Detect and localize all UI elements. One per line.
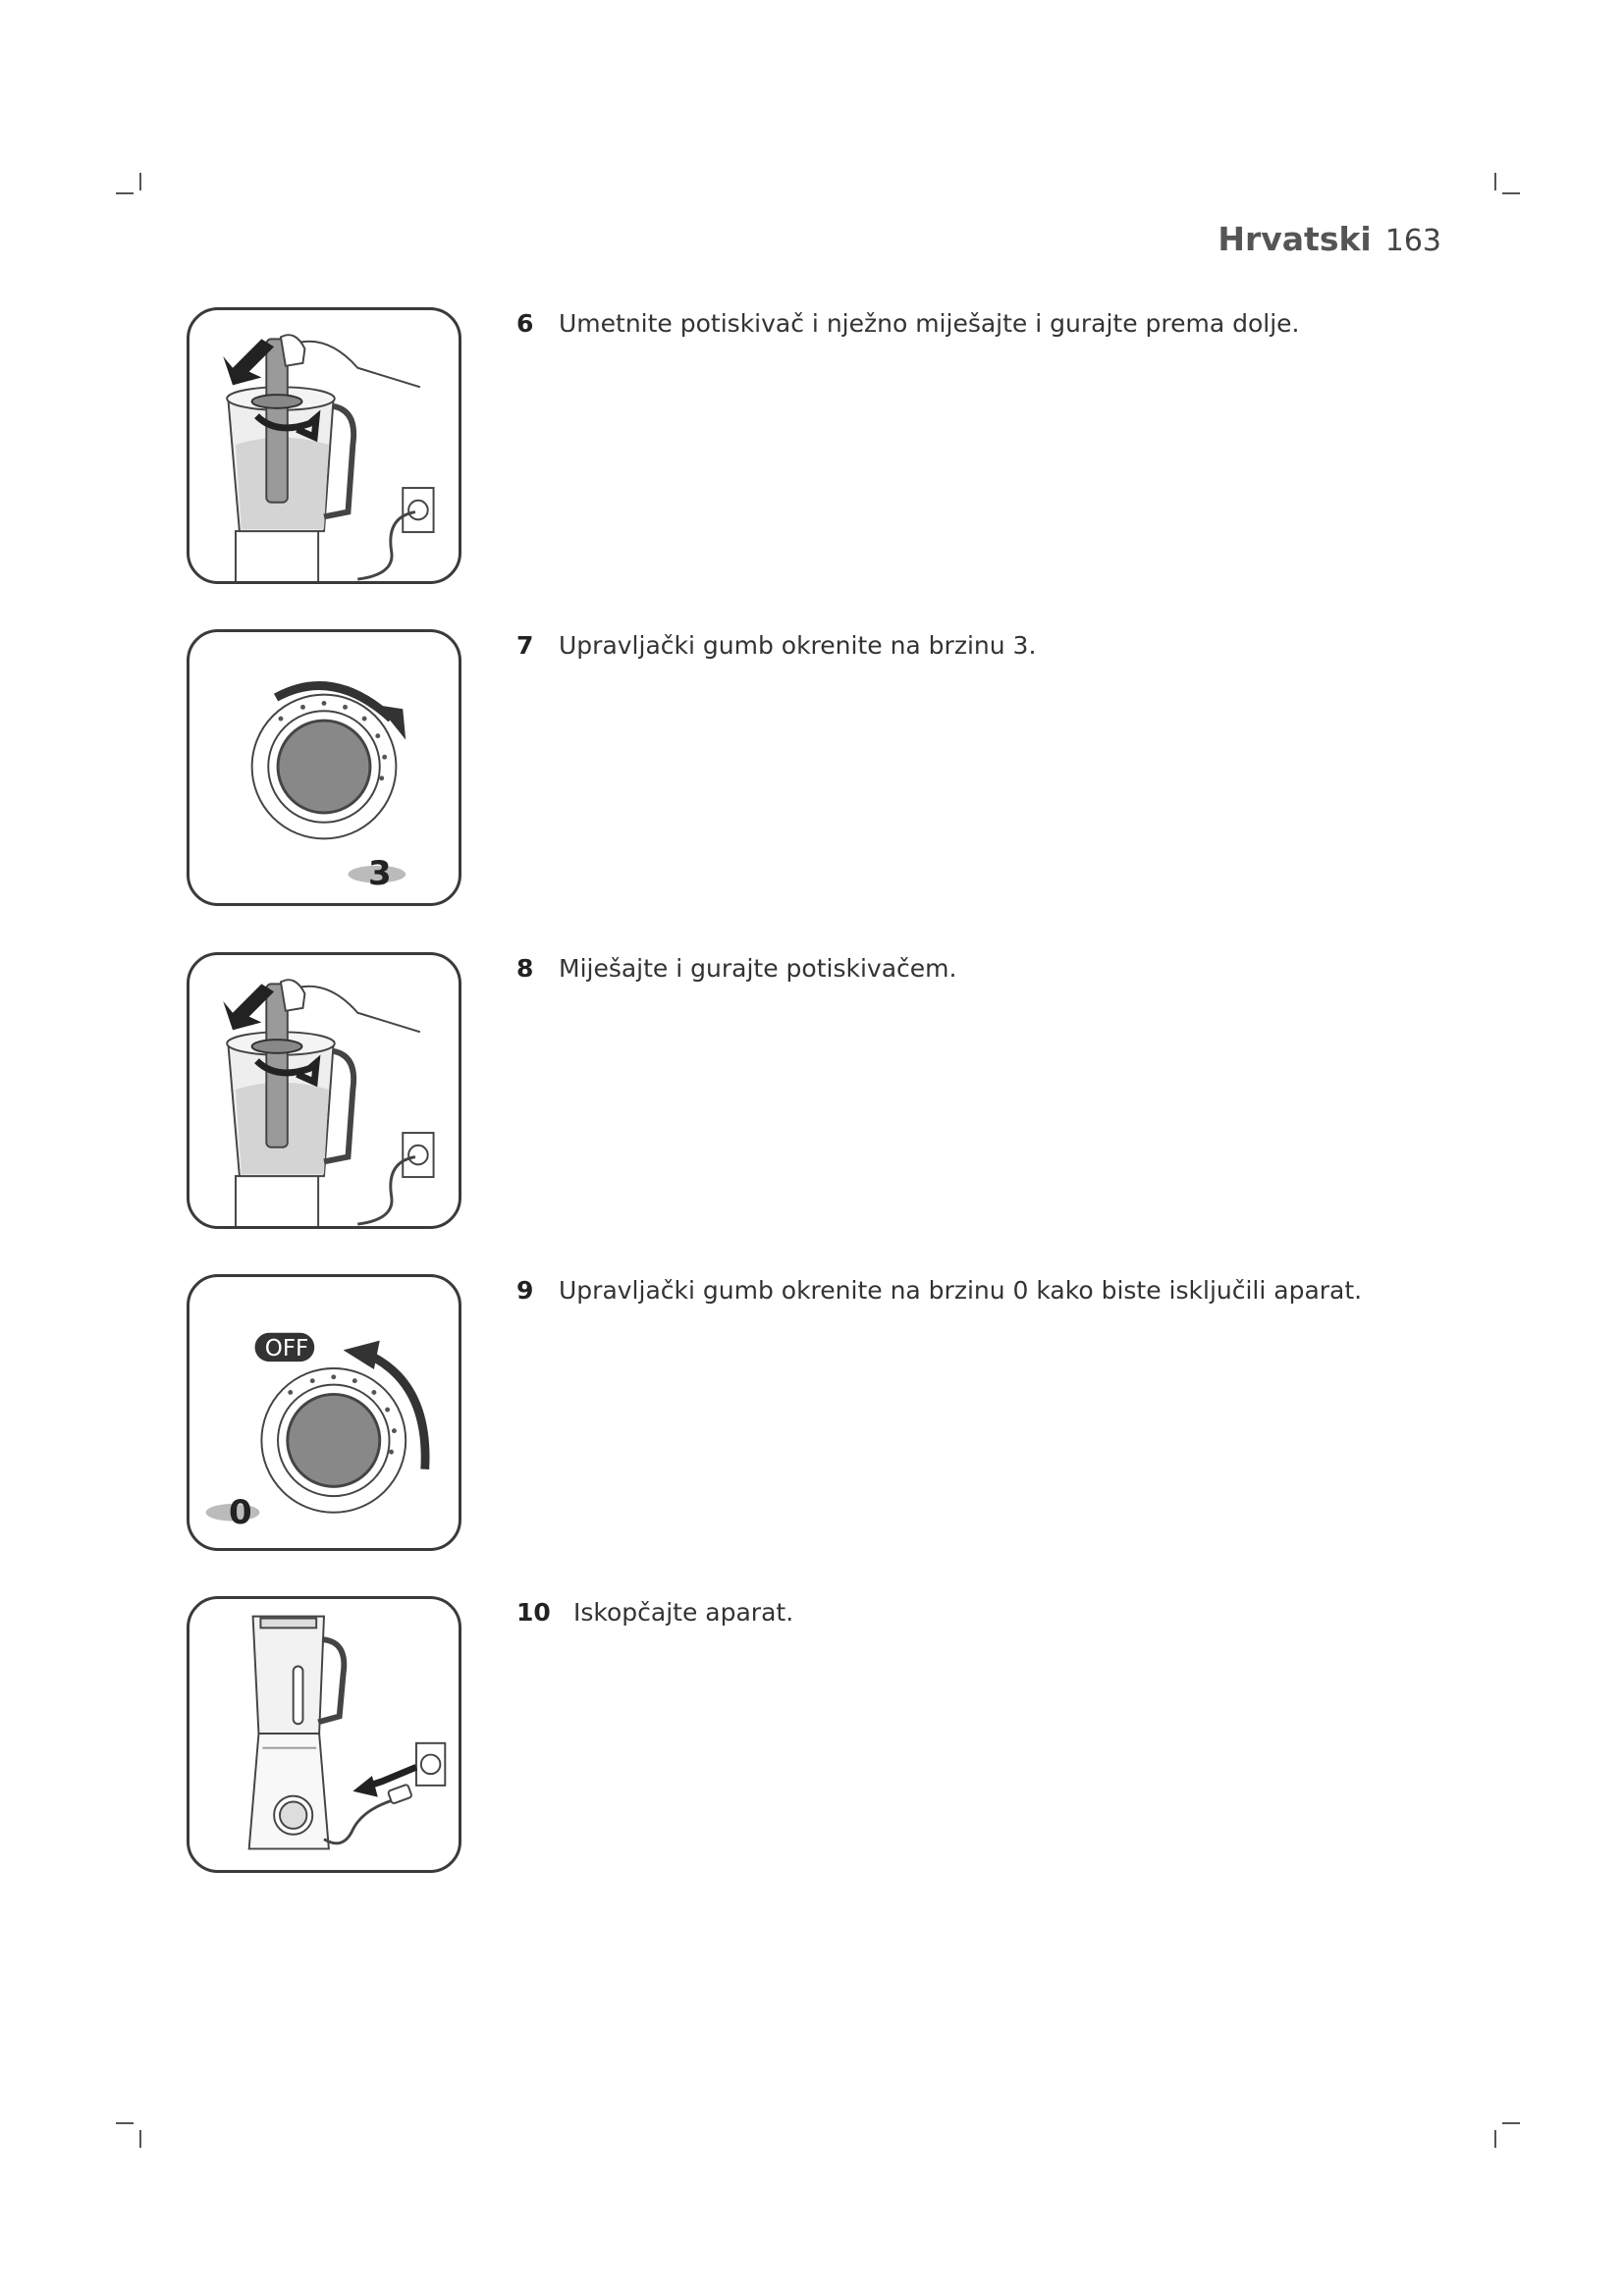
- illustration-unplug: [187, 1596, 461, 1873]
- page-number: 163: [1384, 224, 1441, 258]
- step-number: 8: [516, 954, 534, 983]
- crop-mark: [1502, 2122, 1520, 2124]
- step-instruction: Upravljački gumb okrenite na brzinu 3.: [559, 631, 1037, 660]
- step-9: [0, 1274, 1624, 1559]
- step-10: [0, 1596, 1624, 1881]
- step-number: 7: [516, 631, 534, 660]
- illustration-push-tamper: [187, 307, 461, 584]
- step-text: [516, 1598, 793, 1627]
- control-knob-icon: [189, 632, 459, 903]
- step-text: [516, 954, 956, 983]
- step-instruction: Iskopčajte aparat.: [573, 1598, 794, 1627]
- step-8: [0, 952, 1624, 1237]
- crop-mark: [1494, 2130, 1496, 2148]
- crop-mark: [1494, 173, 1496, 190]
- step-text: [516, 1276, 1362, 1305]
- language-title: Hrvatski: [1218, 220, 1372, 258]
- crop-mark: [139, 2130, 141, 2148]
- speed-badge: 3: [368, 854, 392, 893]
- crop-mark: [139, 173, 141, 190]
- step-instruction: Miješajte i gurajte potiskivačem.: [559, 954, 957, 983]
- illustration-push-tamper: [187, 952, 461, 1229]
- step-instruction: Umetnite potiskivač i nježno miješajte i gurajte prema dolje.: [559, 309, 1300, 338]
- crop-mark: [116, 192, 134, 194]
- step-7: [0, 629, 1624, 914]
- blender-unplug-icon: [189, 1599, 459, 1870]
- step-number: 6: [516, 309, 534, 338]
- step-number: 9: [516, 1276, 534, 1305]
- crop-mark: [1502, 192, 1520, 194]
- step-text: [516, 631, 1036, 660]
- illustration-knob-off: [187, 1274, 461, 1551]
- step-text: [516, 309, 1300, 338]
- illustration-knob-speed: [187, 629, 461, 906]
- page-header: [1218, 220, 1441, 269]
- blender-tamper-icon: [189, 310, 459, 581]
- speed-badge: 0: [229, 1493, 252, 1532]
- crop-mark: [116, 2122, 134, 2124]
- step-instruction: Upravljački gumb okrenite na brzinu 0 kako biste isključili aparat.: [559, 1276, 1363, 1305]
- step-6: [0, 307, 1624, 592]
- step-number: 10: [516, 1598, 551, 1627]
- blender-tamper-icon: [189, 955, 459, 1226]
- off-label: OFF: [264, 1336, 309, 1362]
